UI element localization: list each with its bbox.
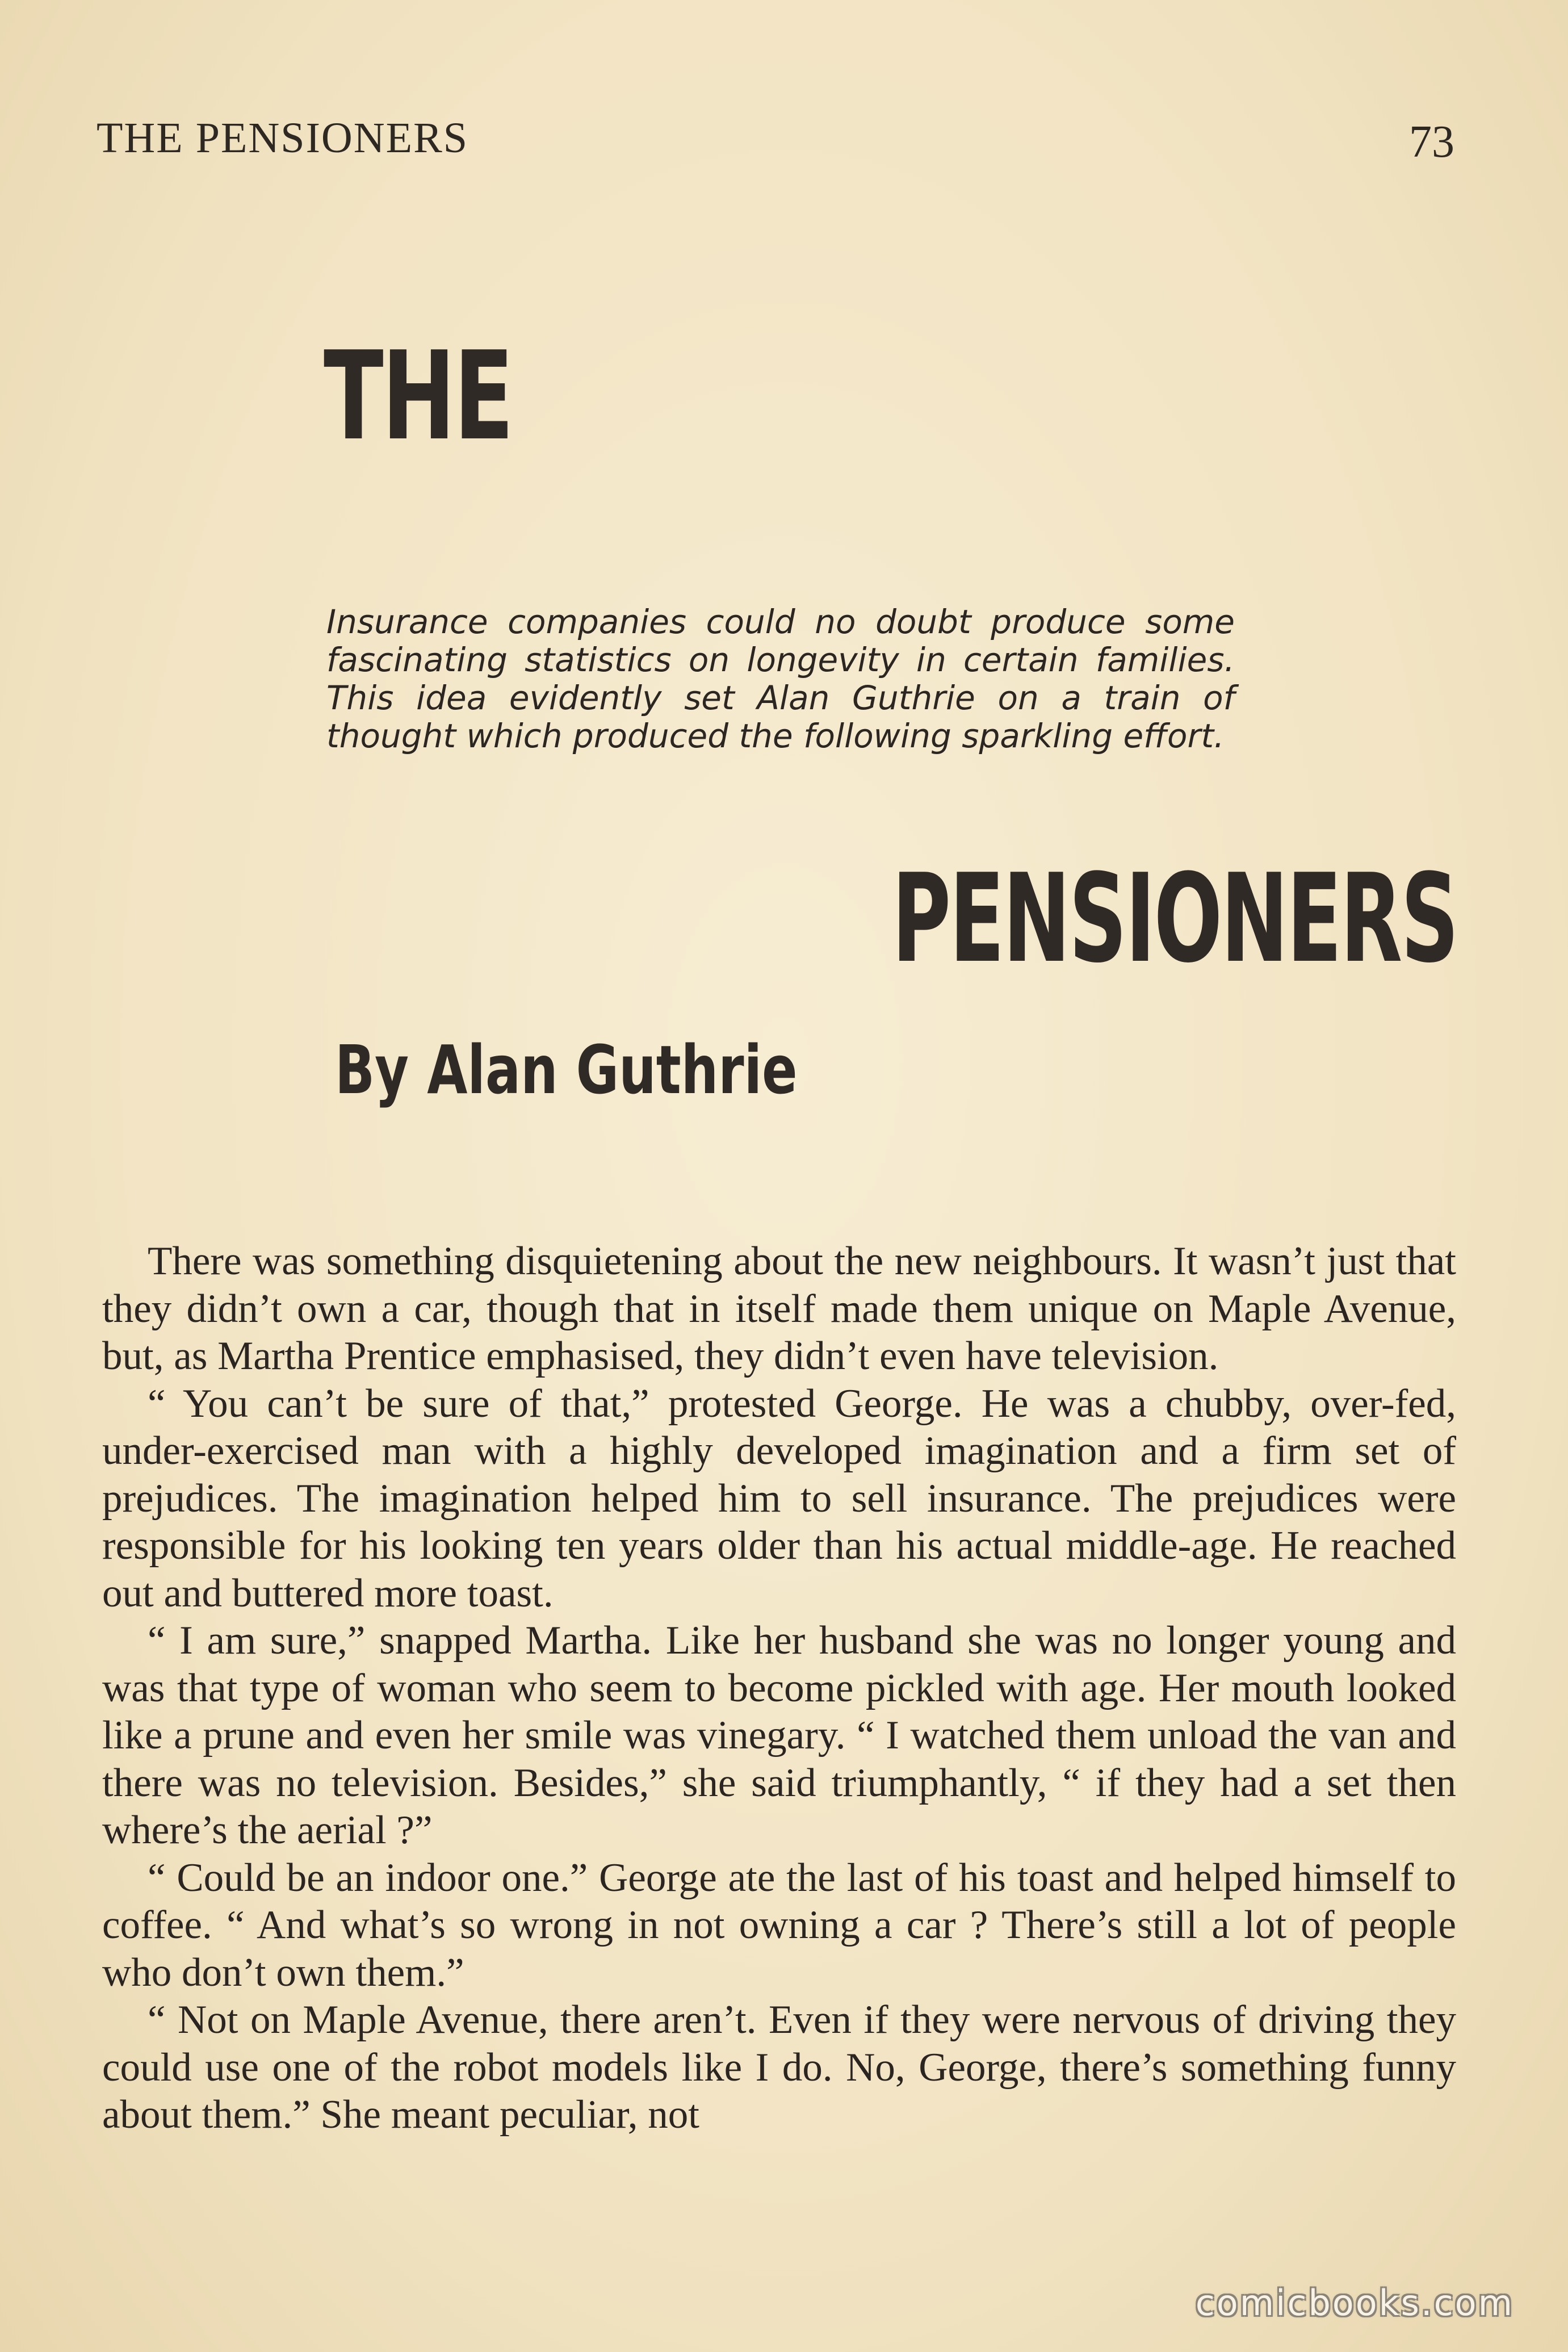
body-paragraph: “ Could be an indoor one.” George ate the last of his toast and helped himself to coffee. “ And what’s so wrong in not owning a car ? There’s still a lot of people who don’t own them.” bbox=[102, 1855, 1456, 1995]
story-byline: By Alan Guthrie bbox=[335, 1031, 798, 1109]
page-number: 73 bbox=[1409, 117, 1454, 167]
body-paragraph: “ I am sure,” snapped Martha. Like her husband she was no longer young and was that type of woman who seem to become pickled with age. Her mouth looked like a prune and even her smile was vinegary. “ I watched them unload the van and there was no television. Besides,” she said triumphantly, “ if they had a set then where’s the aerial ?” bbox=[102, 1618, 1456, 1852]
story-title-line-2: PENSIONERS bbox=[891, 847, 1457, 990]
story-body bbox=[102, 1238, 1456, 2139]
body-paragraph: There was something disquietening about the new neighbours. It wasn’t just that they didn’t own a car, though that in itself made them unique on Maple Avenue, but, as Martha Prentice emphasised, they didn’t even have television. bbox=[102, 1239, 1456, 1378]
site-watermark: comicbooks.com bbox=[1195, 2282, 1514, 2324]
story-intro-blurb: Insurance companies could no doubt produce some fascinating statistics on longevity in certain families. This idea evidently set Alan Guthrie on a train of thought which produced the following sparkling effort. bbox=[326, 602, 1235, 755]
running-header-title: THE PENSIONERS bbox=[97, 114, 469, 162]
body-paragraph: “ Not on Maple Avenue, there aren’t. Even if they were nervous of driving they could use one of the robot models like I do. No, George, there’s something funny about them.” She meant peculiar, not bbox=[102, 1998, 1456, 2137]
body-paragraph: “ You can’t be sure of that,” protested George. He was a chubby, over-fed, under-exercised man with a highly developed imagination and a firm set of prejudices. The imagination helped him to sell insurance. The prejudices were responsible for his looking ten years older than his actual middle-age. He reached out and buttered more toast. bbox=[102, 1381, 1456, 1616]
story-title-line-1: THE bbox=[324, 325, 513, 467]
